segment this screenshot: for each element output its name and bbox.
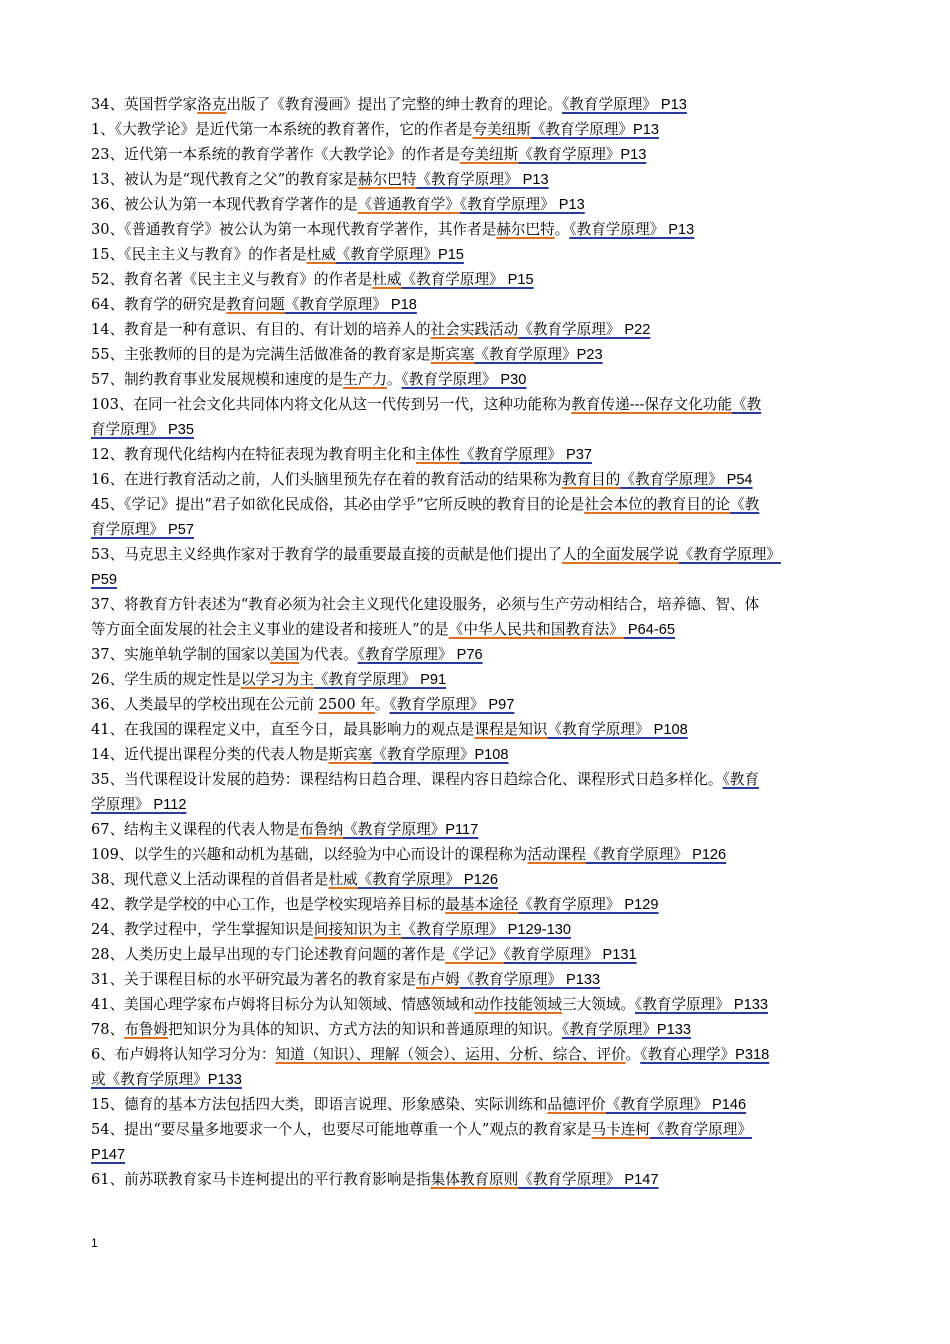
answer-text: 夸美纽斯 (459, 146, 519, 163)
source-reference: 《教育学原理》 P146 (605, 1097, 747, 1113)
question-text: 等方面全面发展的社会主义事业的建设者和接班人”的是 (91, 621, 449, 638)
source-reference: 学原理》 P112 (91, 797, 187, 813)
answer-text: 美国 (270, 646, 300, 663)
answer-text: 洛克 (197, 96, 227, 113)
question-text: 15、德育的基本方法包括四大类，即语言说理、形象感染、实际训练和 (91, 1096, 548, 1113)
question-text: 28、人类历史上最早出现的专门论述教育问题的著作是 (91, 946, 446, 963)
question-text: 34、英国哲学家 (91, 96, 198, 113)
source-reference: 《教 (730, 497, 760, 513)
source-reference: 《教育学原理》 P15 (401, 272, 534, 288)
question-text: 24、教学过程中，学生掌握知识是 (91, 921, 314, 938)
question-text: 15、《民主主义与教育》的作者是 (91, 246, 307, 263)
source-reference: 《教育学原理》P13 (530, 122, 659, 138)
source-reference: 《教育学原理》 P37 (459, 447, 593, 463)
answer-text: 集体教育原则 (430, 1171, 519, 1188)
question-line (91, 567, 863, 592)
question-text: 42、教学是学校的中心工作，也是学校实现培养目标的 (91, 896, 446, 913)
question-line (91, 1067, 863, 1092)
question-line (91, 1117, 863, 1142)
source-reference: P59 (91, 572, 117, 588)
question-line (91, 892, 863, 917)
question-line (91, 1142, 863, 1167)
question-text: 13、被认为是“现代教育之父”的教育家是 (91, 171, 358, 188)
answer-text: 动作技能领域 (474, 996, 562, 1013)
question-text-tail: 。 (625, 1046, 641, 1063)
answer-text: 布卢姆 (416, 971, 460, 988)
question-line (91, 1017, 863, 1042)
source-reference: 《教育学原理》 P126 (357, 872, 498, 888)
question-text: 14、近代提出课程分类的代表人物是 (91, 746, 329, 763)
question-text: 16、在进行教育活动之前，人们头脑里预先存在着的教育活动的结果称为 (91, 471, 562, 488)
question-text: 52、教育名著《民主主义与教育》的作者是 (91, 271, 373, 288)
answer-text: 《中华人民共和国教育法》 (448, 621, 624, 638)
question-text: 57、制约教育事业发展规模和速度的是 (91, 371, 344, 388)
answer-text: 《学记》 (445, 946, 504, 963)
question-text: 36、人类最早的学校出现在公元前 (91, 696, 319, 713)
question-text: 64、教育学的研究是 (91, 296, 227, 313)
answer-text: 最基本途径 (445, 896, 519, 913)
answer-text: 赫尔巴特 (496, 221, 555, 238)
answer-text: 活动课程 (527, 846, 586, 863)
source-reference: 《教育学原理》 P131 (503, 947, 637, 963)
question-text: 36、被公认为第一本现代教育学著作的是 (91, 196, 358, 213)
question-line (91, 867, 863, 892)
question-text: 37、实施单轨学制的国家以 (91, 646, 271, 663)
answer-text: 人的全面发展学说 (561, 546, 679, 563)
question-text: 41、美国心理学家布卢姆将目标分为认知领域、情感领域和 (91, 996, 475, 1013)
question-text: 37、将教育方针表述为“教育必须为社会主义现代化建设服务，必须与生产劳动相结合，培养德、智、体 (91, 596, 760, 613)
source-reference: 或《教育学原理》P133 (91, 1072, 242, 1088)
source-reference: 《教育学原理》P13 (518, 147, 647, 163)
answer-text: 2500 年 (318, 696, 375, 713)
page-number: 1 (91, 1236, 98, 1250)
question-text-tail: 。 (554, 221, 570, 238)
answer-text: 知道（知识）、理解（领会）、运用、分析、综合、评价 (275, 1046, 626, 1063)
source-reference: 育学原理》 P57 (91, 522, 194, 538)
question-line (91, 692, 863, 717)
answer-text: 布鲁纳 (299, 821, 344, 838)
question-line (91, 592, 863, 617)
answer-text: 布鲁姆 (124, 1021, 168, 1038)
source-reference: 《教育学原理》 P22 (518, 322, 651, 338)
answer-text: 社会本位的教育目的论 (584, 496, 731, 513)
source-reference: 《教育学原理》 P13 (416, 172, 549, 188)
question-text: 67、结构主义课程的代表人物是 (91, 821, 300, 838)
question-text: 31、关于课程目标的水平研究最为著名的教育家是 (91, 971, 417, 988)
question-text-tail: 。 (374, 696, 390, 713)
answer-text: 品德评价 (547, 1096, 606, 1113)
answer-text: 教育传递---保存文化功能 (571, 396, 732, 413)
question-line (91, 792, 863, 817)
source-reference: P147 (91, 1147, 126, 1163)
question-text: 14、教育是一种有意识、有目的、有计划的培养人的 (91, 321, 431, 338)
answer-text: 杜威 (328, 871, 358, 888)
question-line (91, 642, 863, 667)
question-list (91, 92, 863, 1192)
answer-text: 以学习为主 (240, 671, 314, 688)
source-reference: 《教育学原理》 (649, 1122, 753, 1138)
question-line (91, 167, 863, 192)
source-reference: 《教育学原理》 P76 (357, 647, 483, 663)
question-text: 55、主张教师的目的是为完满生活做准备的教育家是 (91, 346, 431, 363)
source-reference: 《教育学原理》 P13 (562, 97, 687, 113)
source-reference: 《教育学原理》 P129-130 (401, 922, 571, 938)
question-text-tail: 三大领域。 (562, 996, 635, 1013)
answer-text: 杜威 (306, 246, 336, 263)
question-line (91, 767, 863, 792)
source-reference: 《教育学原理》 P30 (401, 372, 527, 388)
question-text: 12、教育现代化结构内在特征表现为教育明主化和 (91, 446, 417, 463)
question-line (91, 742, 863, 767)
question-line (91, 367, 863, 392)
question-text: 38、现代意义上活动课程的首倡者是 (91, 871, 329, 888)
source-reference: 《教育学原理》 P126 (585, 847, 727, 863)
answer-text: 社会实践活动 (430, 321, 519, 338)
question-line (91, 142, 863, 167)
question-line (91, 717, 863, 742)
question-line (91, 242, 863, 267)
question-line (91, 992, 863, 1017)
question-line (91, 517, 863, 542)
source-reference: 《教育学原理》 P18 (284, 297, 417, 313)
source-reference: 《教育学原理》 P129 (518, 897, 659, 913)
question-text-tail: 把知识分为具体的知识、方式方法的知识和普通原理的知识。 (167, 1021, 563, 1038)
question-text: 41、在我国的课程定义中，直至今日，最具影响力的观点是 (91, 721, 475, 738)
question-text: 103、在同一社会文化共同体内将文化从这一代传到另一代，这种功能称为 (91, 396, 572, 413)
question-line (91, 1092, 863, 1117)
source-reference: 育学原理》 P35 (91, 422, 194, 438)
question-line (91, 817, 863, 842)
question-line (91, 417, 863, 442)
question-text: 61、前苏联教育家马卡连柯提出的平行教育影响是指 (91, 1171, 431, 1188)
answer-text: 教育目的 (561, 471, 621, 488)
source-reference: 《教育学原理》 P91 (313, 672, 447, 688)
source-reference: 《教育 (722, 772, 759, 788)
source-reference: 《教育学原理》P15 (335, 247, 464, 263)
question-line (91, 1167, 863, 1192)
question-line (91, 467, 863, 492)
source-reference: 《教育学原理》P133 (562, 1022, 691, 1038)
source-reference: 《教育学原理》 P108 (547, 722, 688, 738)
source-reference: 《教育学原理》 P13 (459, 197, 585, 213)
question-text: 109、以学生的兴趣和动机为基础，以经验为中心而设计的课程称为 (91, 846, 528, 863)
answer-text: 马卡连柯 (591, 1121, 650, 1138)
source-reference: 《教育学原理》 P54 (620, 472, 753, 488)
question-text: 54、提出“要尽量多地要求一个人，也要尽可能地尊重一个人”观点的教育家是 (91, 1121, 592, 1138)
question-line (91, 842, 863, 867)
question-text: 78、 (91, 1021, 125, 1038)
question-line (91, 1042, 863, 1067)
question-line (91, 542, 863, 567)
question-line (91, 92, 863, 117)
question-line (91, 317, 863, 342)
question-line (91, 917, 863, 942)
answer-text: 杜威 (372, 271, 402, 288)
source-reference: 《教育学原理》 P133 (634, 997, 768, 1013)
question-line (91, 292, 863, 317)
question-text: 45、《学记》提出“君子如欲化民成俗，其必由学乎”它所反映的教育目的论是 (91, 496, 585, 513)
question-line (91, 442, 863, 467)
answer-text: 生产力 (343, 371, 387, 388)
answer-text: 斯宾塞 (430, 346, 475, 363)
question-line (91, 942, 863, 967)
source-reference: 《教育学原理》 P133 (459, 972, 601, 988)
question-text: 53、马克思主义经典作家对于教育学的最重要最直接的贡献是他们提出了 (91, 546, 562, 563)
source-reference: 《教育学原理》P23 (474, 347, 603, 363)
question-text: 23、近代第一本系统的教育学著作《大教学论》的作者是 (91, 146, 460, 163)
source-reference: 《教育学原理》 P147 (518, 1172, 659, 1188)
answer-text: 主体性 (416, 446, 460, 463)
answer-text: 课程是知识 (474, 721, 548, 738)
question-text: 35、当代课程设计发展的趋势：课程结构日趋合理、课程内容日趋综合化、课程形式日趋多样化。 (91, 771, 723, 788)
source-reference: 《教 (732, 397, 762, 413)
question-text-tail: 出版了《教育漫画》提出了完整的绅士教育的理论。 (226, 96, 563, 113)
question-text-tail: 。 (386, 371, 402, 388)
question-line (91, 617, 863, 642)
question-line (91, 217, 863, 242)
question-line (91, 492, 863, 517)
source-reference: 《教育学原理》 P13 (569, 222, 695, 238)
answer-text: 间接知识为主 (313, 921, 402, 938)
question-text: 30、《普通教育学》被公认为第一本现代教育学著作，其作者是 (91, 221, 497, 238)
source-reference: 《教育学原理》P108 (372, 747, 509, 763)
source-reference: 《教育心理学》P318 (640, 1047, 770, 1063)
source-reference: P64-65 (623, 622, 675, 638)
question-line (91, 667, 863, 692)
answer-text: 《普通教育学》 (357, 196, 460, 213)
question-text: 26、学生质的规定性是 (91, 671, 241, 688)
question-line (91, 967, 863, 992)
question-line (91, 342, 863, 367)
answer-text: 教育问题 (226, 296, 285, 313)
question-text: 1、《大教学论》是近代第一本系统的教育著作，它的作者是 (91, 121, 473, 138)
question-text-tail: 为代表。 (299, 646, 358, 663)
source-reference: 《教育学原理》 P97 (389, 697, 515, 713)
question-line (91, 117, 863, 142)
question-line (91, 192, 863, 217)
source-reference: 《教育学原理》P117 (343, 822, 479, 838)
answer-text: 夸美纽斯 (472, 121, 531, 138)
question-text: 6、布卢姆将认知学习分为： (91, 1046, 276, 1063)
source-reference: 《教育学原理》 (678, 547, 781, 563)
answer-text: 赫尔巴特 (358, 171, 417, 188)
answer-text: 斯宾塞 (328, 746, 373, 763)
question-line (91, 392, 863, 417)
question-line (91, 267, 863, 292)
